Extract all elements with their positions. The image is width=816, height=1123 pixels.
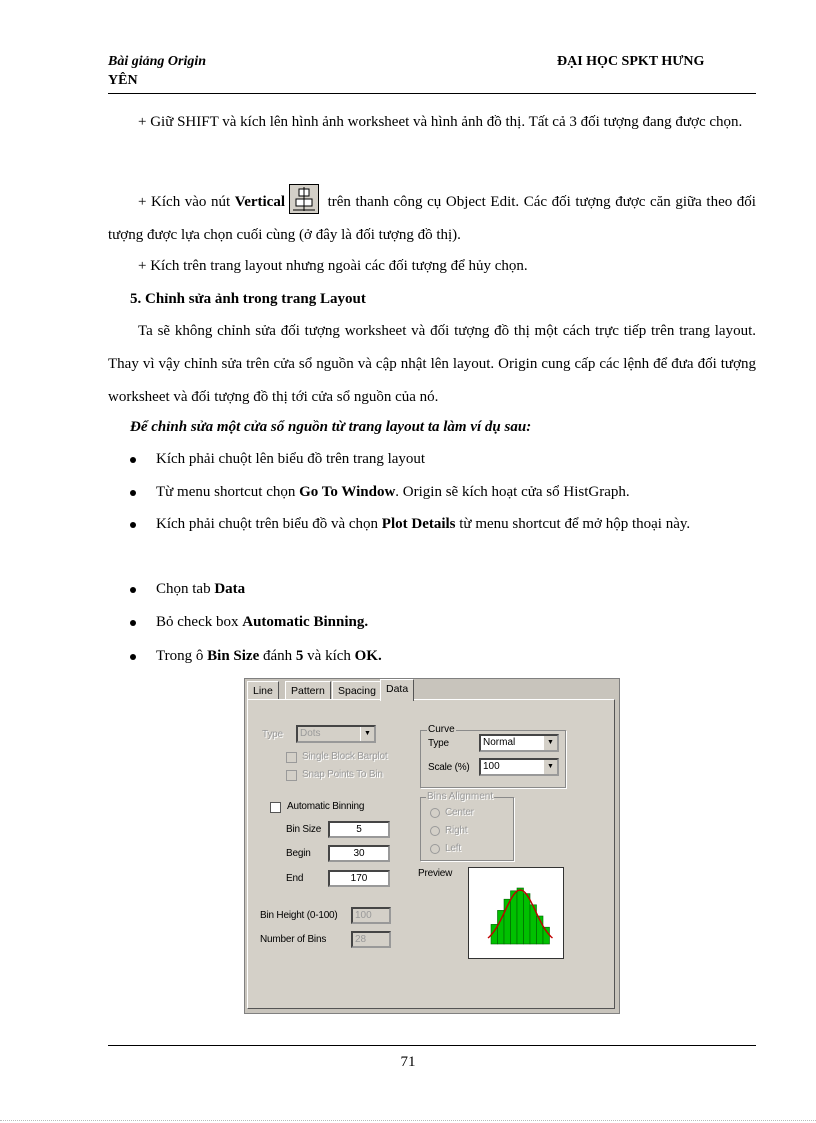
paragraph-deselect: + Kích trên trang layout nhưng ngoài các đối tượng để hủy chọn. [138, 258, 528, 274]
curve-type-label: Type [428, 738, 449, 749]
automatic-binning-checkbox[interactable] [270, 802, 281, 813]
type-label: Type [262, 729, 283, 740]
b5-before: Bỏ check box [156, 614, 243, 630]
align-right-label: Right [445, 825, 468, 836]
align-left-radio[interactable] [430, 844, 440, 854]
chevron-down-icon: ▼ [360, 727, 374, 741]
header-university: ĐẠI HỌC SPKT HƯNG [557, 54, 705, 69]
histogram-bar [524, 894, 531, 944]
section-heading: 5. Chỉnh sửa ảnh trong trang Layout [130, 291, 366, 307]
page-number: 71 [400, 1054, 416, 1070]
begin-input[interactable]: 30 [328, 845, 390, 862]
b3-after: từ menu shortcut để mở hộp thoại này. [455, 516, 691, 532]
tab-spacing[interactable]: Spacing [332, 681, 382, 700]
align-center-radio[interactable] [430, 808, 440, 818]
bullet-item [130, 573, 756, 606]
end-label: End [286, 873, 304, 884]
scale-select[interactable] [479, 758, 559, 776]
bullet-item [130, 606, 756, 639]
bullet-dot [130, 457, 136, 463]
bullet-text [156, 476, 756, 509]
bullet-dot [130, 587, 136, 593]
bullet-text: Kích phải chuột lên biểu đồ trên trang layout [156, 451, 426, 467]
bin-height-label: Bin Height (0-100) [260, 910, 338, 921]
bullet-text [156, 508, 756, 541]
align-right-radio[interactable] [430, 826, 440, 836]
preview-histogram [469, 868, 563, 958]
number-of-bins-label: Number of Bins [260, 934, 327, 945]
number-of-bins-input[interactable]: 28 [351, 931, 391, 948]
chevron-down-icon: ▼ [543, 760, 557, 774]
plot-details-dialog [244, 678, 620, 1014]
b3-before: Kích phải chuột trên biểu đồ và chọn [156, 516, 382, 532]
preview-box [468, 867, 564, 959]
tab-line[interactable]: Line [247, 681, 279, 700]
scale-label: Scale (%) [428, 762, 470, 773]
bullet-dot [130, 620, 136, 626]
bullet-item [130, 640, 756, 673]
end-input[interactable]: 170 [328, 870, 390, 887]
italic-subheading: Để chỉnh sửa một cửa sổ nguồn từ trang layout ta làm ví dụ sau: [130, 419, 532, 435]
paragraph-layout-editing: Ta sẽ không chỉnh sửa đối tượng worksheet và đối tượng đồ thị một cách trực tiếp trên trang layout. Thay vì vậy chỉnh sửa trên cửa sổ nguồn và cập nhật lên layout. Origin cung cấp các lệnh để đưa đối tượng worksheet và đối tượng đồ thị tới cửa sổ nguồn của nó. [108, 323, 756, 405]
page-edge-dots [0, 1120, 816, 1121]
align-center-label: Center [445, 807, 474, 818]
footer-rule [108, 1045, 756, 1046]
b3-bold: Plot Details [381, 516, 456, 532]
b5-bold: Automatic Binning. [242, 614, 369, 630]
scale-value: 100 [483, 761, 500, 772]
b6-bold-five: 5 [295, 648, 304, 664]
header-rule [108, 93, 756, 94]
tab-data[interactable]: Data [380, 679, 414, 701]
align-left-label: Left [445, 843, 461, 854]
type-select[interactable] [296, 725, 376, 743]
tab-pattern[interactable]: Pattern [285, 681, 331, 700]
curve-type-value: Normal [483, 737, 516, 748]
automatic-binning-label: Automatic Binning [287, 801, 365, 812]
b4-bold: Data [214, 581, 246, 597]
single-block-label: Single Block Barplot [302, 751, 388, 762]
bullet-dot [130, 654, 136, 660]
bin-height-input[interactable]: 100 [351, 907, 391, 924]
b6-before: Trong ô [156, 648, 208, 664]
bullet-item [130, 476, 756, 509]
bullet-item [130, 443, 756, 476]
bins-alignment-title: Bins Alignment [427, 791, 494, 802]
vertical-align-icon [289, 184, 319, 214]
paragraph-vertical-button [108, 184, 756, 252]
bullet-text [156, 606, 756, 639]
b2-after: . Origin sẽ kích hoạt cửa sổ HistGraph. [395, 484, 630, 500]
snap-points-checkbox[interactable] [286, 770, 297, 781]
histogram-bar [517, 888, 524, 944]
single-block-checkbox[interactable] [286, 752, 297, 763]
p2-after: trên thanh công cụ Object Edit. Các đối tượng được căn giữa theo đối tượng được lựa chọn cuối cùng (ở đây là đối tượng đồ thị). [108, 194, 756, 243]
chevron-down-icon: ▼ [543, 736, 557, 750]
p2-before: + Kích vào nút [138, 194, 235, 210]
b2-bold: Go To Window [299, 484, 396, 500]
header-course-title: Bài giảng Origin [108, 54, 207, 69]
curve-type-select[interactable] [479, 734, 559, 752]
snap-points-label: Snap Points To Bin [302, 769, 383, 780]
data-tab-pane [247, 699, 615, 1009]
b6-bold-binsize: Bin Size [207, 648, 260, 664]
b6-bold-ok: OK. [354, 648, 382, 664]
b2-before: Từ menu shortcut chọn [156, 484, 300, 500]
b6-mid2: và kích [303, 648, 355, 664]
b6-mid: đánh [259, 648, 296, 664]
bullet-dot [130, 490, 136, 496]
curve-group-title: Curve [428, 724, 455, 735]
type-value: Dots [300, 728, 321, 739]
preview-label: Preview [418, 868, 453, 879]
bin-size-label: Bin Size [286, 824, 322, 835]
paragraph-shift-select: + Giữ SHIFT và kích lên hình ảnh worksheet và hình ảnh đồ thị. Tất cả 3 đối tượng đang được chọn. [138, 114, 743, 130]
bullet-text [156, 640, 756, 673]
bullet-item [130, 508, 756, 541]
bullet-dot [130, 522, 136, 528]
p2-bold: Vertical [234, 194, 286, 210]
header-course-title-line2: YÊN [108, 73, 138, 88]
b4-before: Chọn tab [156, 581, 215, 597]
bullet-text [156, 573, 756, 606]
begin-label: Begin [286, 848, 311, 859]
bin-size-input[interactable]: 5 [328, 821, 390, 838]
histogram-bar [543, 927, 550, 944]
